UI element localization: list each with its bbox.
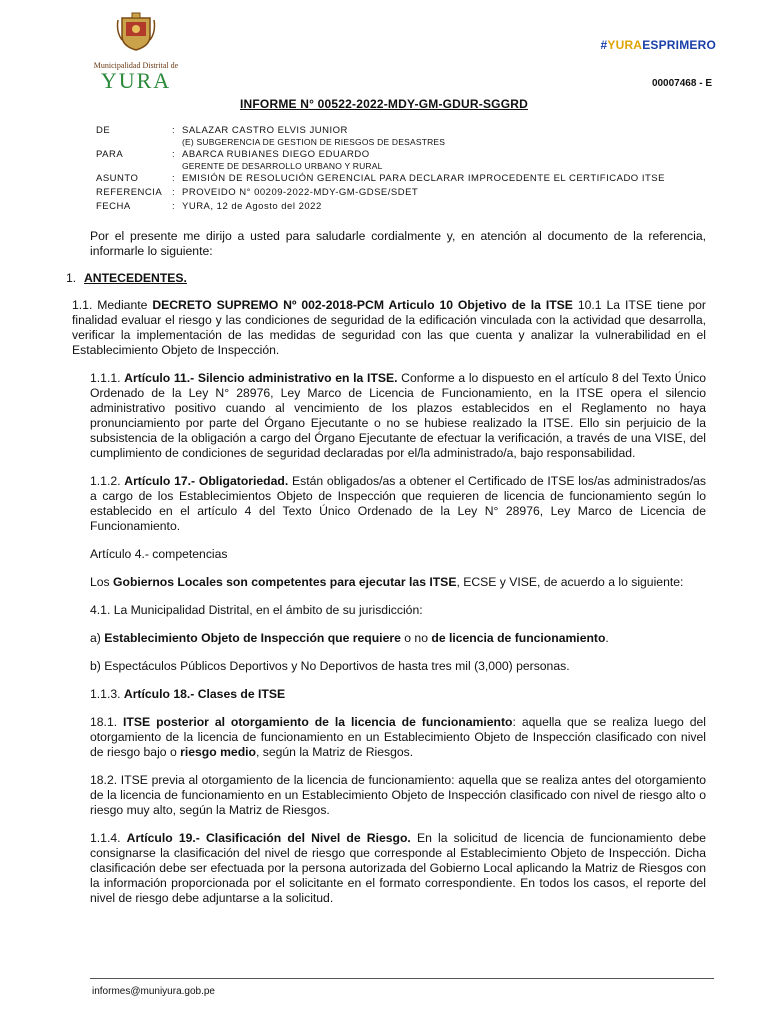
footer-divider [90, 978, 714, 979]
paragraph-item-b: b) Espectáculos Públicos Deportivos y No Deportivos de hasta tres mil (3,000) personas. [90, 659, 570, 673]
campaign-hashtag: #YURAESPRIMERO [600, 38, 716, 52]
coat-of-arms-icon [114, 12, 158, 52]
paragraph-4-1: 4.1. La Municipalidad Distrital, en el ámbito de su jurisdicción: [90, 603, 423, 617]
report-body [66, 229, 707, 919]
footer-email[interactable]: informes@muniyura.gob.pe [92, 986, 215, 997]
logo-subtitle: Municipalidad Distrital de [93, 61, 179, 70]
report-title: INFORME N° 00522-2022-MDY-GM-GDUR-SGGRD [240, 97, 528, 111]
paragraph-1-1-3: 1.1.3. Artículo 18.- Clases de ITSE [90, 687, 286, 701]
section-heading: 1. ANTECEDENTES. [66, 271, 187, 285]
paragraph-1-1-4: 1.1.4. Artículo 19.- Clasificación del Nivel de Riesgo. En la solicitud de licencia de funcionamiento debe consignarse la clasificación del nivel de riesgo que corresponde al Establecimiento Objeto de Inspección. Dicha clasificación debe ser efectuada por la persona autorizada del Gobierno Local aplicando la Matriz de Riesgos con la información proporcionada por el solicitante en el formato correspondiente. En todos los casos, el reporte del nivel de riesgo debe adjuntarse a la solicitud. [90, 831, 706, 905]
paragraph-1-1-1: 1.1.1. Artículo 11.- Silencio administrativo en la ITSE. Conforme a lo dispuesto en el artículo 8 del Texto Único Ordenado de la Ley N° 28976, Ley Marco de Licencia de Funcionamiento, en la ITSE opera el silencio administrativo positivo cuando al vencimiento de los plazos establecidos en el Reglamento no haya pronunciamiento por parte del Órgano Ejecutante o no se hubiese realizado la ITSE. Ello sin perjuicio de la subsistencia de la obligación a cargo del Órgano Ejecutante de efectuar la verificación, a través de una VISE, del cumplimiento de condiciones de seguridad declaradas por el/la administrado/a, bajo responsabilidad. [90, 371, 706, 460]
paragraph-article-4: Artículo 4.- competencias [90, 547, 228, 561]
paragraph-1-1: 1.1. Mediante DECRETO SUPREMO Nº 002-2018-PCM Articulo 10 Objetivo de la ITSE 10.1 La ITSE tiene por finalidad evaluar el riesgo y las condiciones de seguridad de la edificación vinculada con la actividad que desarrolla, verificar la implementación de las medidas de seguridad con las que cuenta y analizar la vulnerabilidad en el Establecimiento Objeto de Inspección. [72, 298, 706, 357]
document-page: Municipalidad Distrital de YURA #YURAESPRIMERO 00007468 - E INFORME N° 00522-2022-MDY-GM-GDUR-SGGRD DE : SALAZAR CASTRO ELVIS JUNIOR (E) SUBGERENCIA DE GESTION DE RIESGOS DE DESASTRES PARA : ABARCA RUBIANES DIEGO EDUARDO GERENTE DE DESARROLLO URBANO Y RURAL ASUNTO : EMISIÓN DE RESOLUCIÓN GERENCIAL PARA DECLARAR IMPROCEDENTE EL CERTIFICADO ITSE REFERENCIA : PROVEIDO N° 00209-2022-MDY-GM-GDSE/SDET FECHA : YURA, 12 de Agosto del 2022 Por el presente me dirijo a usted para saludarle cordialmente y, en atención al documento de la referencia, informarle lo siguiente: 1. ANTECEDENTES. 1.1. Mediante DECRETO SUPREMO Nº 002-2018-PCM Articulo 10 Objetivo de la ITSE 10.1 La ITSE tiene por finalidad evaluar el riesgo y las condiciones de seguridad de la edificación vinculada con la actividad que desarrolla, verificar la implementación de las medidas de seguridad con las que cuenta y analizar la vulnerabilidad en el Establecimiento Objeto de Inspección. 1.1.1. Artículo 11.- Silencio administrativo en la ITSE. Conforme a lo dispuesto en el artículo 8 del Texto Único Ordenado de la Ley N° 28976, Ley Marco de Licencia de Funcionamiento, en la ITSE opera el silencio administrativo positivo cuando al vencimiento de los plazos establecidos en el Reglamento no haya pronunciamiento por parte del Órgano Ejecutante o no se hubiese realizado la ITSE. Ello sin perjuicio de la subsistencia de la obligación a cargo del Órgano Ejecutante de efectuar la verificación, a través de una VISE, del cumplimiento de condiciones de seguridad declaradas por el/la administrado/a, bajo responsabilidad. 1.1.2. Artículo 17.- Obligatoriedad. Están obligados/as a obtener el Certificado de ITSE los/as administrados/as a cargo de los Establecimientos Objeto de Inspección que requieren de licencia de funcionamiento según lo establecido en el artículo 4 del Texto Único Ordenado de la Ley N° 28976, Ley Marco de Licencia de Funcionamiento. Artículo 4.- competencias Los Gobiernos Locales son competentes para ejecutar las ITSE, ECSE y VISE, de acuerdo a lo siguiente: 4.1. La Municipalidad Distrital, en el ámbito de su jurisdicción: a) Establecimiento Objeto de Inspección que requiere o no de licencia de funcionamiento. b) Espectáculos Públicos Deportivos y No Deportivos de hasta tres mil (3,000) personas. 1.1.3. Artículo 18.- Clases de ITSE 18.1. ITSE posterior al otorgamiento de la licencia de funcionamiento: aquella que se realiza luego del otorgamiento de la licencia de funcionamiento en un Establecimiento Objeto de Inspección clasificado con nivel de riesgo bajo o riesgo medio, según la Matriz de Riesgos. 18.2. ITSE previa al otorgamiento de la licencia de funcionamiento: aquella que se realiza antes del otorgamiento de la licencia de funcionamiento en un Establecimiento Objeto de Inspección clasificado con nivel de riesgo alto o riesgo muy alto, según la Matriz de Riesgos. 1.1.4. Artículo 19.- Clasificación del Nivel de Riesgo. En la solicitud de licencia de funcionamiento debe consignarse la clasificación del nivel de riesgo que corresponde al Establecimiento Objeto de Inspección. Dicha clasificación debe ser efectuada por la persona autorizada del Gobierno Local aplicando la Matriz de Riesgos con la información proporcionada por el solicitante en el formato correspondiente. En todos los casos, el reporte del nivel de riesgo debe adjuntarse a la solicitud. informes@muniyura.gob.pe [0, 0, 768, 1024]
document-number: 00007468 - E [651, 78, 712, 89]
paragraph-gobiernos-locales: Los Gobiernos Locales son competentes para ejecutar las ITSE, ECSE y VISE, de acuerdo a lo siguiente: [90, 575, 684, 589]
paragraph-item-a: a) Establecimiento Objeto de Inspección que requiere o no de licencia de funcionamiento. [90, 631, 609, 645]
paragraph-18-1: 18.1. ITSE posterior al otorgamiento de la licencia de funcionamiento: aquella que se realiza luego del otorgamiento de la licencia de funcionamiento en un Establecimiento Objeto de Inspección clasificado con nivel de riesgo bajo o riesgo medio, según la Matriz de Riesgos. [90, 715, 707, 759]
municipality-logo [90, 12, 182, 92]
paragraph-1-1-2: 1.1.2. Artículo 17.- Obligatoriedad. Están obligados/as a obtener el Certificado de ITSE los/as administrados/as a cargo de los Establecimientos Objeto de Inspección que requieren de licencia de funcionamiento según lo establecido en el artículo 4 del Texto Único Ordenado de la Ley N° 28976, Ley Marco de Licencia de Funcionamiento. [90, 474, 706, 533]
intro-paragraph: Por el presente me dirijo a usted para saludarle cordialmente y, en atención al documento de la referencia, informarle lo siguiente: [90, 229, 706, 258]
paragraph-18-2: 18.2. ITSE previa al otorgamiento de la licencia de funcionamiento: aquella que se realiza antes del otorgamiento de la licencia de funcionamiento en un Establecimiento Objeto de Inspección clasificado con nivel de riesgo alto o riesgo muy alto, según la Matriz de Riesgos. [90, 773, 706, 817]
logo-name: YURA [100, 68, 172, 93]
